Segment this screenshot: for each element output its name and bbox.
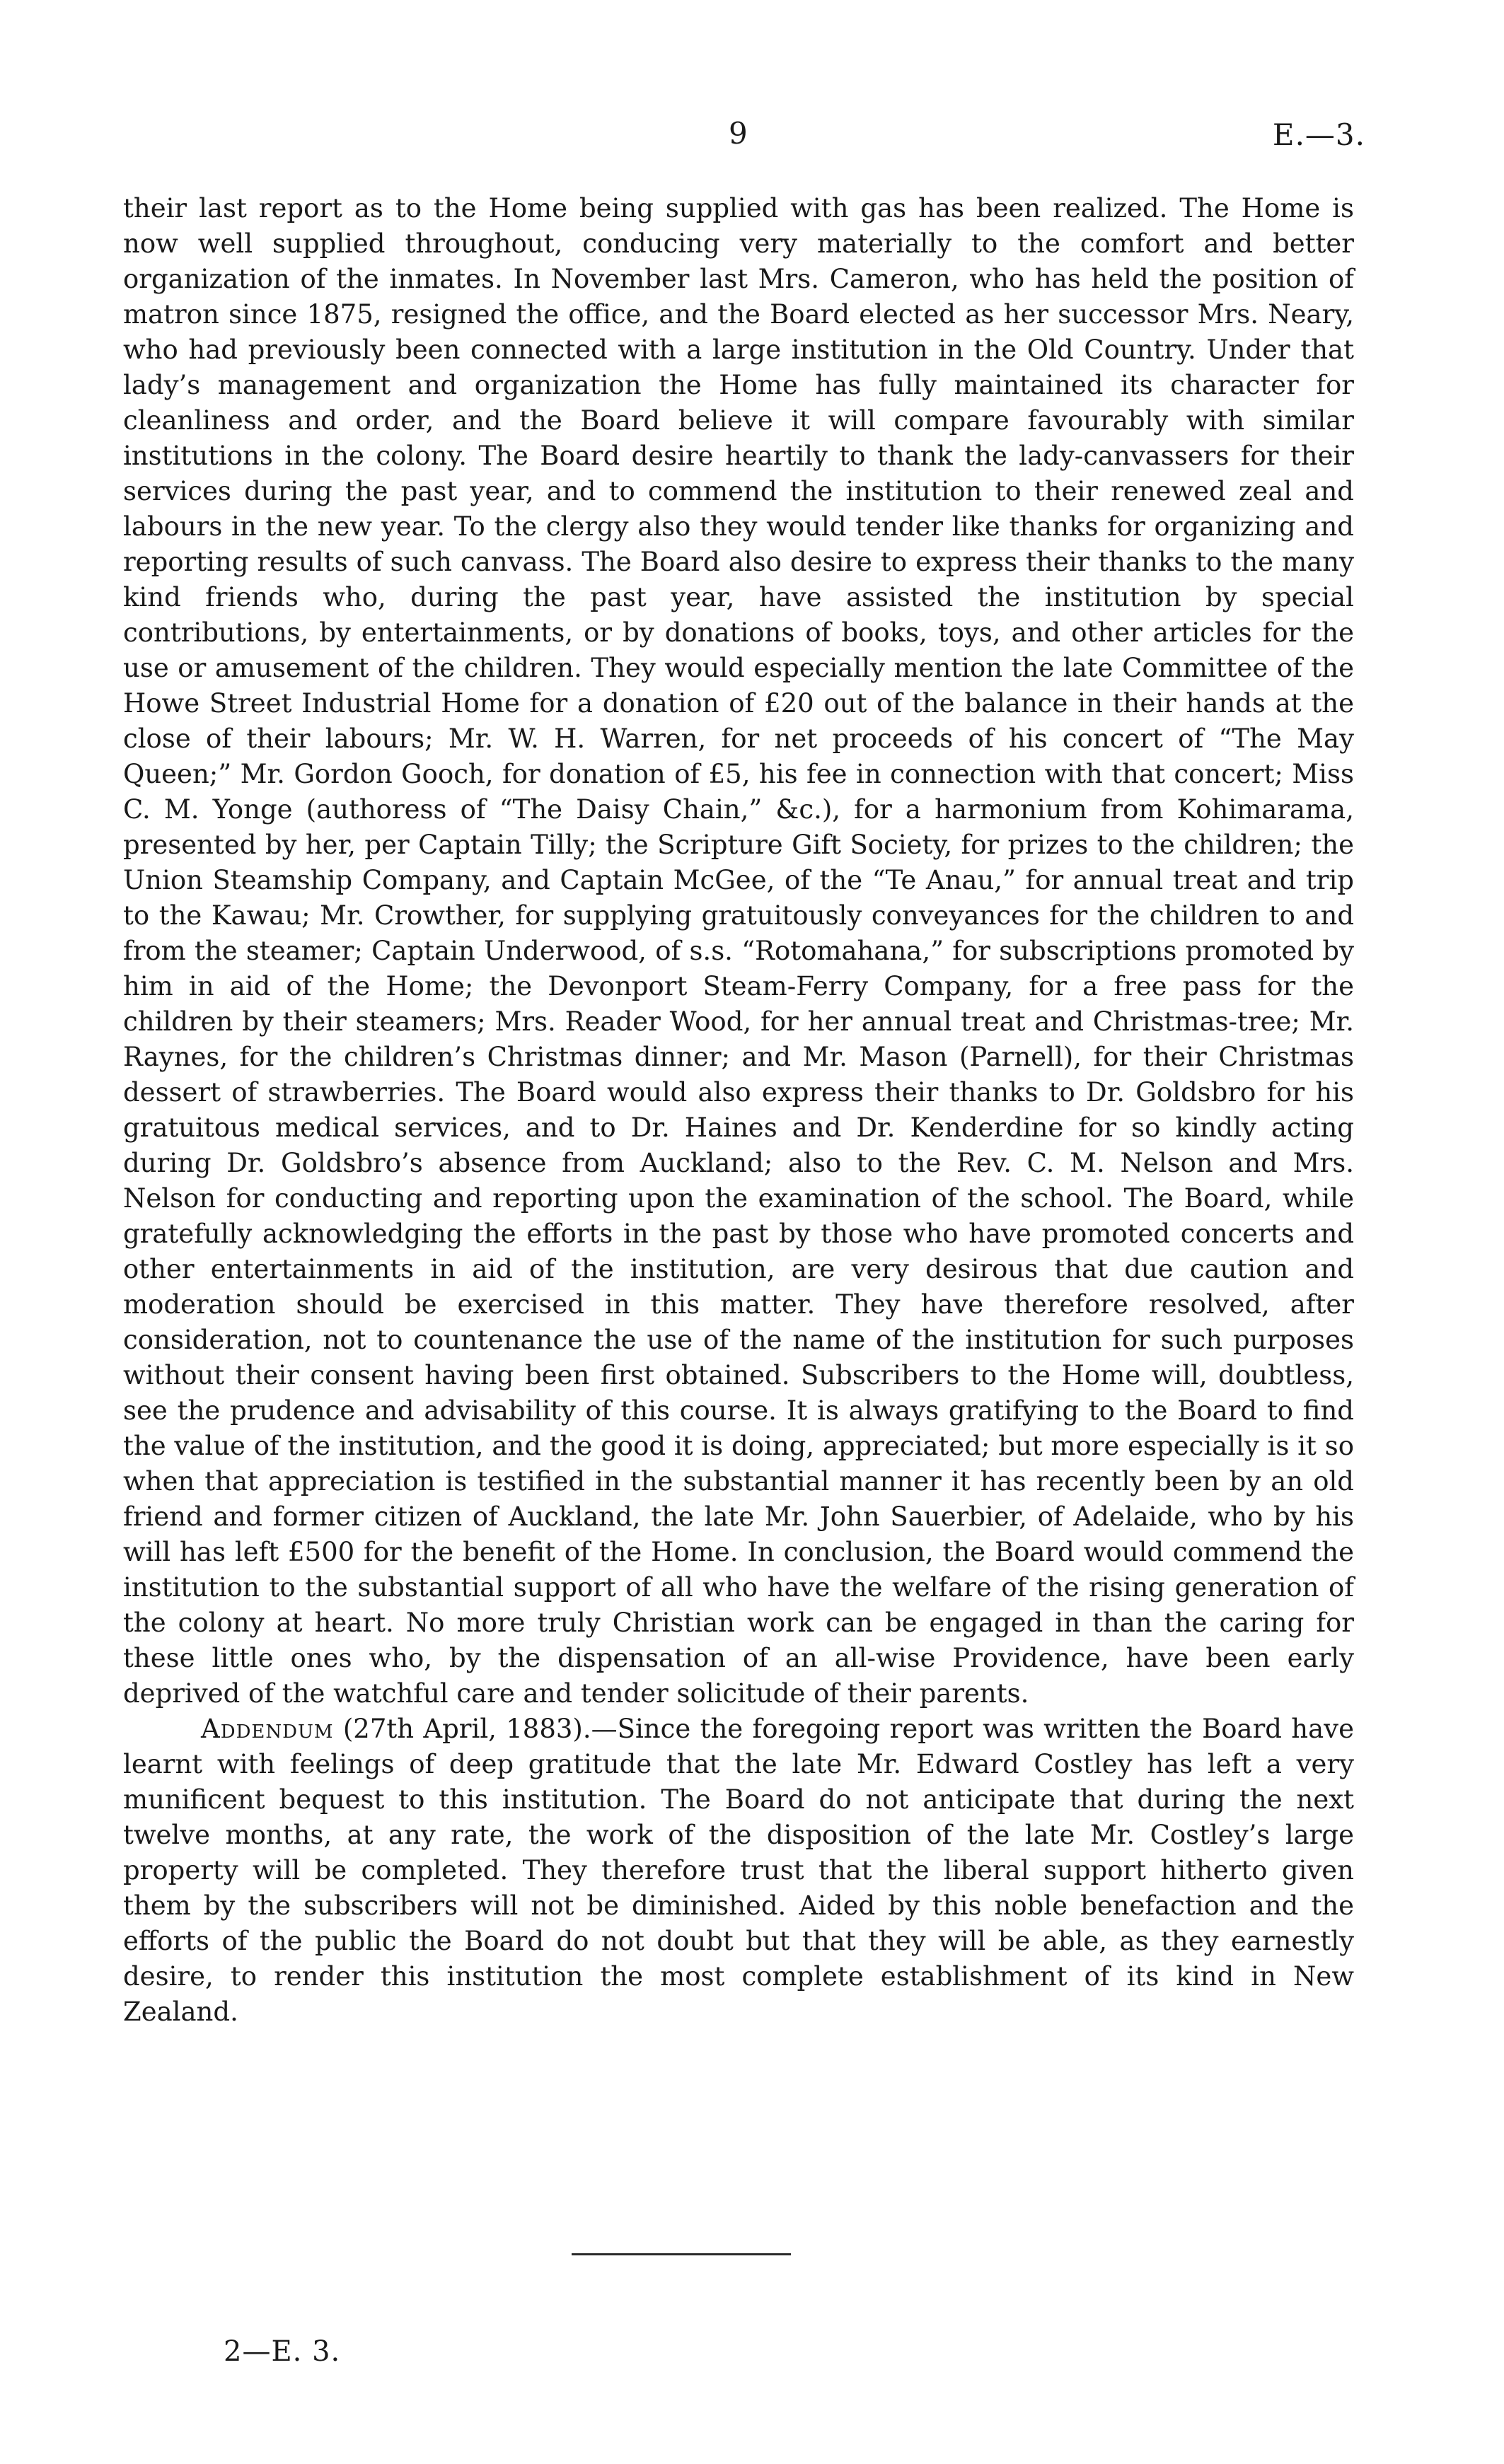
addendum-text: (27th April, 1883).—Since the foregoing report was written the Board have learnt with feelings of deep gratitude that the late Mr. Edward Costley has left a very munificent bequest to this institution. The Board do not anticipate that during the next twelve months, at any rate, the work of the disposition of the late Mr. Costley’s large property will be completed. They therefore trust that the liberal support hitherto given them by the subscribers will not be diminished. Aided by this noble benefaction and the efforts of the public the Board do not doubt but that they will be able, as they earnestly desire, to render this institution the most complete establishment of its kind in New Zealand. bbox=[123, 1714, 1354, 2027]
addendum-paragraph bbox=[123, 1712, 1354, 2030]
report-body bbox=[123, 191, 1354, 2030]
sheet-signature: 2—E. 3. bbox=[224, 2335, 341, 2368]
addendum-label: Addendum bbox=[201, 1714, 334, 1744]
page-number: 9 bbox=[729, 116, 748, 151]
report-paragraph: their last report as to the Home being supplied with gas has been realized. The Home is now well supplied throughout, conducing very materially to the comfort and better organization of the inmates. In November last Mrs. Cameron, who has held the position of matron since 1875, resigned the office, and the Board elected as her successor Mrs. Neary, who had previously been connected with a large institution in the Old Country. Under that lady’s management and organization the Home has fully maintained its character for cleanliness and order, and the Board believe it will compare favourably with similar institutions in the colony. The Board desire heartily to thank the lady-canvassers for their services during the past year, and to commend the institution to their renewed zeal and labours in the new year. To the clergy also they would tender like thanks for organizing and reporting results of such canvass. The Board also desire to express their thanks to the many kind friends who, during the past year, have assisted the institution by special contributions, by entertainments, or by donations of books, toys, and other articles for the use or amusement of the children. They would especially mention the late Committee of the Howe Street Industrial Home for a donation of £20 out of the balance in their hands at the close of their labours; Mr. W. H. Warren, for net proceeds of his concert of “The May Queen;” Mr. Gordon Gooch, for donation of £5, his fee in connection with that concert; Miss C. M. Yonge (authoress of “The Daisy Chain,” &c.), for a harmonium from Kohimarama, presented by her, per Captain Tilly; the Scripture Gift Society, for prizes to the children; the Union Steamship Company, and Captain McGee, of the “Te Anau,” for annual treat and trip to the Kawau; Mr. Crowther, for supplying gratuitously conveyances for the children to and from the steamer; Captain Underwood, of s.s. “Rotomahana,” for subscriptions promoted by him in aid of the Home; the Devonport Steam-Ferry Company, for a free pass for the children by their steamers; Mrs. Reader Wood, for her annual treat and Christmas-tree; Mr. Raynes, for the children’s Christmas dinner; and Mr. Mason (Parnell), for their Christmas dessert of strawberries. The Board would also express their thanks to Dr. Goldsbro for his gratuitous medical services, and to Dr. Haines and Dr. Kenderdine for so kindly acting during Dr. Goldsbro’s absence from Auckland; also to the Rev. C. M. Nelson and Mrs. Nelson for conducting and reporting upon the examination of the school. The Board, while gratefully acknowledging the efforts in the past by those who have promoted concerts and other entertainments in aid of the institution, are very desirous that due caution and moderation should be exercised in this matter. They have therefore resolved, after consideration, not to countenance the use of the name of the institution for such purposes without their consent having been first obtained. Subscribers to the Home will, doubtless, see the prudence and advisability of this course. It is always gratifying to the Board to find the value of the institution, and the good it is doing, appreciated; but more especially is it so when that appreciation is testified in the substantial manner it has recently been by an old friend and former citizen of Auckland, the late Mr. John Sauerbier, of Adelaide, who by his will has left £500 for the benefit of the Home. In conclusion, the Board would commend the institution to the substantial support of all who have the welfare of the rising generation of the colony at heart. No more truly Christian work can be engaged in than the caring for these little ones who, by the dispensation of an all-wise Providence, have been early deprived of the watchful care and tender solicitude of their parents. bbox=[123, 193, 1354, 1709]
document-reference: E.—3. bbox=[1272, 117, 1365, 152]
footer-divider bbox=[572, 2253, 791, 2255]
